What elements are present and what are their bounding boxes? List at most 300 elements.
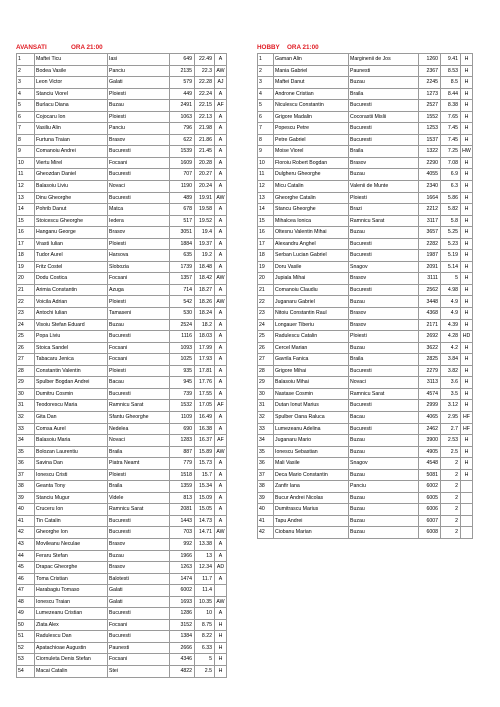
table-row — [258, 446, 473, 458]
number-cell: 2081 — [170, 504, 195, 516]
rank-cell: 49 — [17, 608, 35, 620]
name-cell: Juganaru Gabriel — [274, 296, 349, 308]
city-cell: Braila — [349, 88, 419, 100]
table-row — [17, 400, 227, 412]
city-cell: Snagov — [349, 458, 419, 470]
score-cell: 18.48 — [195, 261, 215, 273]
score-cell: 18.03 — [195, 331, 215, 343]
table-row — [258, 400, 473, 412]
table-row — [258, 331, 473, 343]
score-cell: 18.27 — [195, 284, 215, 296]
table-row — [17, 504, 227, 516]
class-cell: H — [461, 296, 473, 308]
table-row — [17, 181, 227, 193]
city-cell: Ploiesti — [108, 111, 170, 123]
score-cell: 2 — [441, 458, 461, 470]
city-cell: Bucuresti — [349, 365, 419, 377]
number-cell: 649 — [170, 54, 195, 66]
class-cell: AW — [215, 596, 227, 608]
name-cell: Nitoiu Constantin Raul — [274, 308, 349, 320]
rank-cell: 14 — [258, 204, 274, 216]
score-cell: 10.35 — [195, 596, 215, 608]
table-row — [258, 296, 473, 308]
number-cell: 4065 — [419, 411, 441, 423]
rank-cell: 5 — [258, 100, 274, 112]
table-row — [17, 515, 227, 527]
score-cell: 19.91 — [195, 192, 215, 204]
table-row — [258, 111, 473, 123]
name-cell: Furtuna Traian — [35, 134, 108, 146]
name-cell: Visoiu Stefan Eduard — [35, 319, 108, 331]
score-cell: 16.49 — [195, 411, 215, 423]
city-cell: Ramnicu Sarat — [349, 388, 419, 400]
city-cell: Tamaseni — [108, 308, 170, 320]
rank-cell: 12 — [258, 181, 274, 193]
score-cell: 15.73 — [195, 458, 215, 470]
city-cell: Ramnicu Sarat — [108, 504, 170, 516]
score-cell: 5 — [195, 654, 215, 666]
score-cell: 15.09 — [195, 492, 215, 504]
number-cell: 6008 — [419, 527, 441, 539]
city-cell: Bucuresti — [349, 100, 419, 112]
number-cell: 3051 — [170, 227, 195, 239]
rank-cell: 35 — [17, 446, 35, 458]
table-row — [17, 215, 227, 227]
table-row — [17, 573, 227, 585]
number-cell: 678 — [170, 204, 195, 216]
rank-cell: 51 — [17, 631, 35, 643]
score-cell: 18.42 — [195, 273, 215, 285]
table-row — [17, 481, 227, 493]
name-cell: Teodorescu Maria — [35, 400, 108, 412]
table-row — [17, 469, 227, 481]
table-row — [258, 261, 473, 273]
hobby-time: ORA 21:00 — [287, 44, 319, 51]
number-cell: 6007 — [419, 515, 441, 527]
score-cell: 17.05 — [195, 400, 215, 412]
rank-cell: 52 — [17, 642, 35, 654]
class-cell: A — [215, 423, 227, 435]
score-cell: 5.25 — [441, 227, 461, 239]
number-cell: 4905 — [419, 446, 441, 458]
table-row — [258, 492, 473, 504]
score-cell: 2 — [441, 481, 461, 493]
avansati-results-table — [16, 53, 227, 678]
number-cell: 489 — [170, 192, 195, 204]
name-cell: Lumezeanu Cristian — [35, 608, 108, 620]
score-cell: 3.6 — [441, 377, 461, 389]
name-cell: Arimia Constantin — [35, 284, 108, 296]
rank-cell: 2 — [17, 65, 35, 77]
city-cell: Buzau — [349, 342, 419, 354]
city-cell: Videle — [108, 492, 170, 504]
class-cell: AW — [215, 446, 227, 458]
number-cell: 707 — [170, 169, 195, 181]
table-row — [17, 538, 227, 550]
number-cell: 542 — [170, 296, 195, 308]
score-cell: 4.9 — [441, 308, 461, 320]
rank-cell: 9 — [17, 146, 35, 158]
name-cell: Hanganu George — [35, 227, 108, 239]
number-cell: 2290 — [419, 157, 441, 169]
hobby-results-table — [257, 53, 473, 539]
name-cell: Mania Gabriel — [274, 65, 349, 77]
name-cell: Tudor Aurel — [35, 250, 108, 262]
class-cell: A — [215, 319, 227, 331]
number-cell: 1253 — [419, 123, 441, 135]
table-row — [258, 515, 473, 527]
class-cell: A — [215, 365, 227, 377]
class-cell: AW — [215, 527, 227, 539]
class-cell: H — [215, 654, 227, 666]
table-row — [17, 354, 227, 366]
name-cell: Stanciu Mugur — [35, 492, 108, 504]
rank-cell: 16 — [17, 227, 35, 239]
class-cell: A — [215, 111, 227, 123]
city-cell: Brasov — [349, 308, 419, 320]
number-cell: 1093 — [170, 342, 195, 354]
number-cell: 779 — [170, 458, 195, 470]
name-cell: Tapu Andrei — [274, 515, 349, 527]
class-cell: H — [461, 157, 473, 169]
city-cell: Brasov — [108, 562, 170, 574]
class-cell: HW — [461, 146, 473, 158]
table-row — [17, 654, 227, 666]
city-cell: Buzau — [108, 550, 170, 562]
score-cell: 7.65 — [441, 111, 461, 123]
number-cell: 1537 — [419, 134, 441, 146]
number-cell: 2245 — [419, 77, 441, 89]
city-cell: Iedera — [108, 215, 170, 227]
score-cell: 8.22 — [195, 631, 215, 643]
name-cell: Grigore Mihai — [274, 365, 349, 377]
rank-cell: 38 — [17, 481, 35, 493]
class-cell: A — [215, 458, 227, 470]
rank-cell: 16 — [258, 227, 274, 239]
city-cell: Brasov — [349, 157, 419, 169]
class-cell: H — [461, 469, 473, 481]
rank-cell: 36 — [258, 458, 274, 470]
name-cell: Ciornuleta Denis Stefan — [35, 654, 108, 666]
name-cell: Stoicescu Gheorghe — [35, 215, 108, 227]
rank-cell: 40 — [258, 504, 274, 516]
score-cell: 20.24 — [195, 181, 215, 193]
city-cell: Nedelea — [108, 423, 170, 435]
rank-cell: 46 — [17, 573, 35, 585]
name-cell: Dumitru Cosmin — [35, 388, 108, 400]
table-row — [258, 54, 473, 66]
class-cell: H — [461, 284, 473, 296]
score-cell: 17.99 — [195, 342, 215, 354]
name-cell: Gita Dan — [35, 411, 108, 423]
table-row — [17, 446, 227, 458]
class-cell: A — [215, 250, 227, 262]
name-cell: Tin Catalin — [35, 515, 108, 527]
city-cell: Valenii de Munte — [349, 181, 419, 193]
number-cell: 2171 — [419, 319, 441, 331]
score-cell: 3.82 — [441, 365, 461, 377]
table-row — [17, 331, 227, 343]
city-cell: Bucuresti — [349, 250, 419, 262]
score-cell: 7.25 — [441, 146, 461, 158]
number-cell: 4574 — [419, 388, 441, 400]
score-cell: 4.9 — [441, 296, 461, 308]
name-cell: Nastase Cosmin — [274, 388, 349, 400]
number-cell: 4822 — [170, 665, 195, 677]
name-cell: Spulber Oana Raluca — [274, 411, 349, 423]
class-cell: A — [215, 54, 227, 66]
number-cell: 796 — [170, 123, 195, 135]
rank-cell: 37 — [258, 469, 274, 481]
class-cell: H — [461, 77, 473, 89]
table-row — [17, 585, 227, 597]
city-cell: Bucuresti — [108, 331, 170, 343]
hobby-title: HOBBY — [257, 44, 280, 51]
rank-cell: 41 — [17, 515, 35, 527]
name-cell: Macai Catalin — [35, 665, 108, 677]
rank-cell: 8 — [17, 134, 35, 146]
score-cell: 8.75 — [195, 619, 215, 631]
class-cell: H — [215, 665, 227, 677]
rank-cell: 29 — [258, 377, 274, 389]
class-cell: H — [461, 354, 473, 366]
score-cell: 16.38 — [195, 423, 215, 435]
number-cell: 3152 — [170, 619, 195, 631]
table-row — [17, 319, 227, 331]
class-cell: H — [461, 400, 473, 412]
table-row — [258, 88, 473, 100]
number-cell: 2999 — [419, 400, 441, 412]
name-cell: Feraru Stefan — [35, 550, 108, 562]
class-cell: AF — [215, 100, 227, 112]
score-cell: 13 — [195, 550, 215, 562]
class-cell: H — [461, 88, 473, 100]
score-cell: 19.2 — [195, 250, 215, 262]
table-row — [17, 238, 227, 250]
rank-cell: 31 — [258, 400, 274, 412]
name-cell: Voicila Adrian — [35, 296, 108, 308]
city-cell: Ploiesti — [108, 296, 170, 308]
class-cell: H — [215, 619, 227, 631]
city-cell: Brasov — [108, 538, 170, 550]
name-cell: Mali Vasile — [274, 458, 349, 470]
number-cell: 1283 — [170, 435, 195, 447]
city-cell: Brasov — [108, 227, 170, 239]
table-row — [258, 181, 473, 193]
rank-cell: 17 — [17, 238, 35, 250]
name-cell: Bolozan Laurentiu — [35, 446, 108, 458]
table-row — [258, 481, 473, 493]
table-row — [17, 77, 227, 89]
score-cell: 15.05 — [195, 504, 215, 516]
score-cell: 13.38 — [195, 538, 215, 550]
name-cell: Popescu Petre — [274, 123, 349, 135]
name-cell: Androne Cristian — [274, 88, 349, 100]
number-cell: 4368 — [419, 308, 441, 320]
score-cell: 20.27 — [195, 169, 215, 181]
table-row — [258, 77, 473, 89]
city-cell: Braila — [108, 446, 170, 458]
number-cell: 1518 — [170, 469, 195, 481]
number-cell: 935 — [170, 365, 195, 377]
name-cell: Balasoiu Liviu — [35, 181, 108, 193]
rank-cell: 40 — [17, 504, 35, 516]
class-cell: AJ — [215, 77, 227, 89]
score-cell: 12.34 — [195, 562, 215, 574]
number-cell: 579 — [170, 77, 195, 89]
rank-cell: 13 — [17, 192, 35, 204]
class-cell: AW — [215, 273, 227, 285]
rank-cell: 3 — [258, 77, 274, 89]
rank-cell: 7 — [17, 123, 35, 135]
class-cell: A — [215, 169, 227, 181]
city-cell: Panciu — [108, 65, 170, 77]
name-cell: Dulgheru Gheorghe — [274, 169, 349, 181]
city-cell: Brazi — [349, 204, 419, 216]
class-cell: H — [461, 100, 473, 112]
score-cell: 19.4 — [195, 227, 215, 239]
number-cell: 2212 — [419, 204, 441, 216]
score-cell: 4.2 — [441, 342, 461, 354]
table-row — [17, 134, 227, 146]
rank-cell: 42 — [258, 527, 274, 539]
class-cell: A — [215, 123, 227, 135]
name-cell: Gheorghe Catalin — [274, 192, 349, 204]
score-cell: 15.89 — [195, 446, 215, 458]
rank-cell: 31 — [17, 400, 35, 412]
name-cell: Antochi Iulian — [35, 308, 108, 320]
score-cell: 5 — [441, 273, 461, 285]
class-cell: H — [461, 192, 473, 204]
class-cell — [461, 481, 473, 493]
city-cell: Buzau — [349, 296, 419, 308]
table-row — [258, 65, 473, 77]
rank-cell: 11 — [17, 169, 35, 181]
city-cell: Buzau — [108, 100, 170, 112]
number-cell: 3657 — [419, 227, 441, 239]
number-cell: 945 — [170, 377, 195, 389]
class-cell — [461, 504, 473, 516]
table-row — [258, 169, 473, 181]
class-cell — [461, 515, 473, 527]
score-cell: 19.58 — [195, 204, 215, 216]
city-cell: Bucuresti — [108, 169, 170, 181]
table-row — [258, 423, 473, 435]
class-cell: H — [215, 631, 227, 643]
table-row — [17, 562, 227, 574]
score-cell: 10 — [195, 608, 215, 620]
score-cell: 2 — [441, 527, 461, 539]
name-cell: Savina Dan — [35, 458, 108, 470]
rank-cell: 4 — [258, 88, 274, 100]
name-cell: Mihalcea Ionica — [274, 215, 349, 227]
rank-cell: 1 — [258, 54, 274, 66]
score-cell: 6.33 — [195, 642, 215, 654]
table-row — [17, 227, 227, 239]
class-cell: A — [215, 411, 227, 423]
city-cell: Ploiesti — [349, 192, 419, 204]
score-cell: 22.24 — [195, 88, 215, 100]
number-cell: 739 — [170, 388, 195, 400]
number-cell: 2524 — [170, 319, 195, 331]
class-cell: AW — [215, 192, 227, 204]
table-row — [17, 458, 227, 470]
rank-cell: 43 — [17, 538, 35, 550]
score-cell: 8.53 — [441, 65, 461, 77]
name-cell: Ionescu Sebastian — [274, 446, 349, 458]
class-cell — [461, 492, 473, 504]
name-cell: Toma Cristian — [35, 573, 108, 585]
city-cell: Brasov — [349, 319, 419, 331]
name-cell: Gheorghe Ion — [35, 527, 108, 539]
class-cell: H — [461, 204, 473, 216]
class-cell: A — [215, 261, 227, 273]
rank-cell: 21 — [258, 284, 274, 296]
name-cell: Dodu Costica — [35, 273, 108, 285]
score-cell: 3.12 — [441, 400, 461, 412]
score-cell: 11.7 — [195, 573, 215, 585]
city-cell: Bacau — [349, 411, 419, 423]
table-row — [258, 411, 473, 423]
name-cell: Serban Lucian Gabriel — [274, 250, 349, 262]
rank-cell: 27 — [17, 354, 35, 366]
class-cell: A — [215, 608, 227, 620]
table-row — [17, 619, 227, 631]
class-cell: H — [461, 238, 473, 250]
number-cell: 1025 — [170, 354, 195, 366]
score-cell: 5.8 — [441, 215, 461, 227]
class-cell: H — [461, 342, 473, 354]
city-cell: Focsani — [108, 654, 170, 666]
number-cell: 4548 — [419, 458, 441, 470]
class-cell: A — [215, 481, 227, 493]
city-cell: Novaci — [108, 181, 170, 193]
score-cell: 6.3 — [441, 181, 461, 193]
city-cell: Galati — [108, 596, 170, 608]
number-cell: 1273 — [419, 88, 441, 100]
table-row — [17, 100, 227, 112]
table-row — [17, 157, 227, 169]
table-row — [258, 250, 473, 262]
name-cell: Gheozdan Daniel — [35, 169, 108, 181]
rank-cell: 15 — [258, 215, 274, 227]
number-cell: 2692 — [419, 331, 441, 343]
city-cell: Buzau — [349, 227, 419, 239]
number-cell: 6002 — [419, 481, 441, 493]
table-row — [258, 319, 473, 331]
table-row — [258, 192, 473, 204]
rank-cell: 23 — [17, 308, 35, 320]
city-cell: Bucuresti — [349, 123, 419, 135]
class-cell: H — [461, 308, 473, 320]
name-cell: Zlata Alex — [35, 619, 108, 631]
score-cell: 17.76 — [195, 377, 215, 389]
city-cell: Focsani — [108, 157, 170, 169]
city-cell: Focsani — [108, 342, 170, 354]
number-cell: 992 — [170, 538, 195, 550]
class-cell: A — [215, 492, 227, 504]
class-cell: H — [461, 365, 473, 377]
table-row — [17, 169, 227, 181]
number-cell: 1609 — [170, 157, 195, 169]
number-cell: 1260 — [419, 54, 441, 66]
city-cell: Paunesti — [108, 642, 170, 654]
score-cell: 7.45 — [441, 123, 461, 135]
number-cell: 1987 — [419, 250, 441, 262]
table-row — [258, 308, 473, 320]
class-cell: A — [215, 354, 227, 366]
number-cell: 1116 — [170, 331, 195, 343]
